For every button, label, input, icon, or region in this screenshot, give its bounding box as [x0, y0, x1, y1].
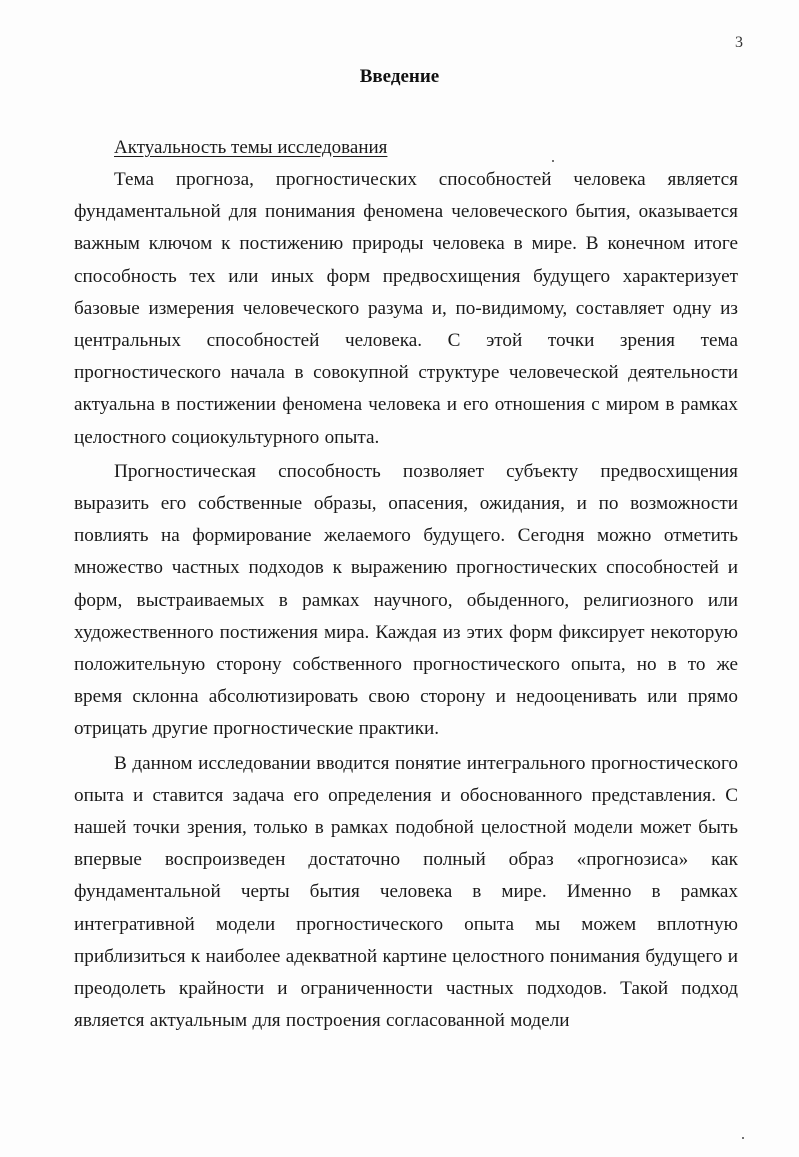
paragraph-2: Прогностическая способность позволяет субъекту предвосхищения выразить его собственные образы, опасения, ожидания, и по возможности повлиять на формирование желаемого будущего. Сегодня можно отметить множество частных подходов к выражению прогностических способностей и форм, выстраиваемых в рамках научного, обыденного, религиозного или художественного постижения мира. Каждая из этих форм фиксирует некоторую положительную сторону собственного прогностического опыта, но в то же время склонна абсолютизировать свою сторону и недооценивать или прямо отрицать другие прогностические практики. — [74, 460, 738, 740]
scan-speck — [742, 1137, 744, 1139]
page-number: 3 — [735, 34, 743, 51]
section-heading: Актуальность темы исследования — [114, 137, 388, 158]
scan-speck — [552, 160, 554, 162]
page-title: Введение — [359, 66, 440, 87]
paragraph-3: В данном исследовании вводится понятие интегрального прогностического опыта и ставится задача его определения и обоснованного представления. С нашей точки зрения, только в рамках подобной целостной модели может быть впервые воспроизведен достаточно полный образ «прогнозиса» как фундаментальной черты бытия человека в мире. Именно в рамках интегративной модели прогностического опыта мы можем вплотную приблизиться к наиболее адекватной картине целостного понимания будущего и преодолеть крайности и ограниченности частных подходов. Такой подход является актуальным для построения согласованной модели — [74, 752, 738, 1032]
document-body — [74, 132, 738, 1037]
paragraph-1: Тема прогноза, прогностических способностей человека является фундаментальной для понимания феномена человеческого бытия, оказывается важным ключом к постижению природы человека в мире. В конечном итоге способность тех или иных форм предвосхищения будущего характеризует базовые измерения человеческого разума и, по-видимому, составляет одну из центральных способностей человека. С этой точки зрения тема прогностического начала в совокупной структуре человеческой деятельности актуальна в постижении феномена человека и его отношения с миром в рамках целостного социокультурного опыта. — [74, 169, 738, 448]
